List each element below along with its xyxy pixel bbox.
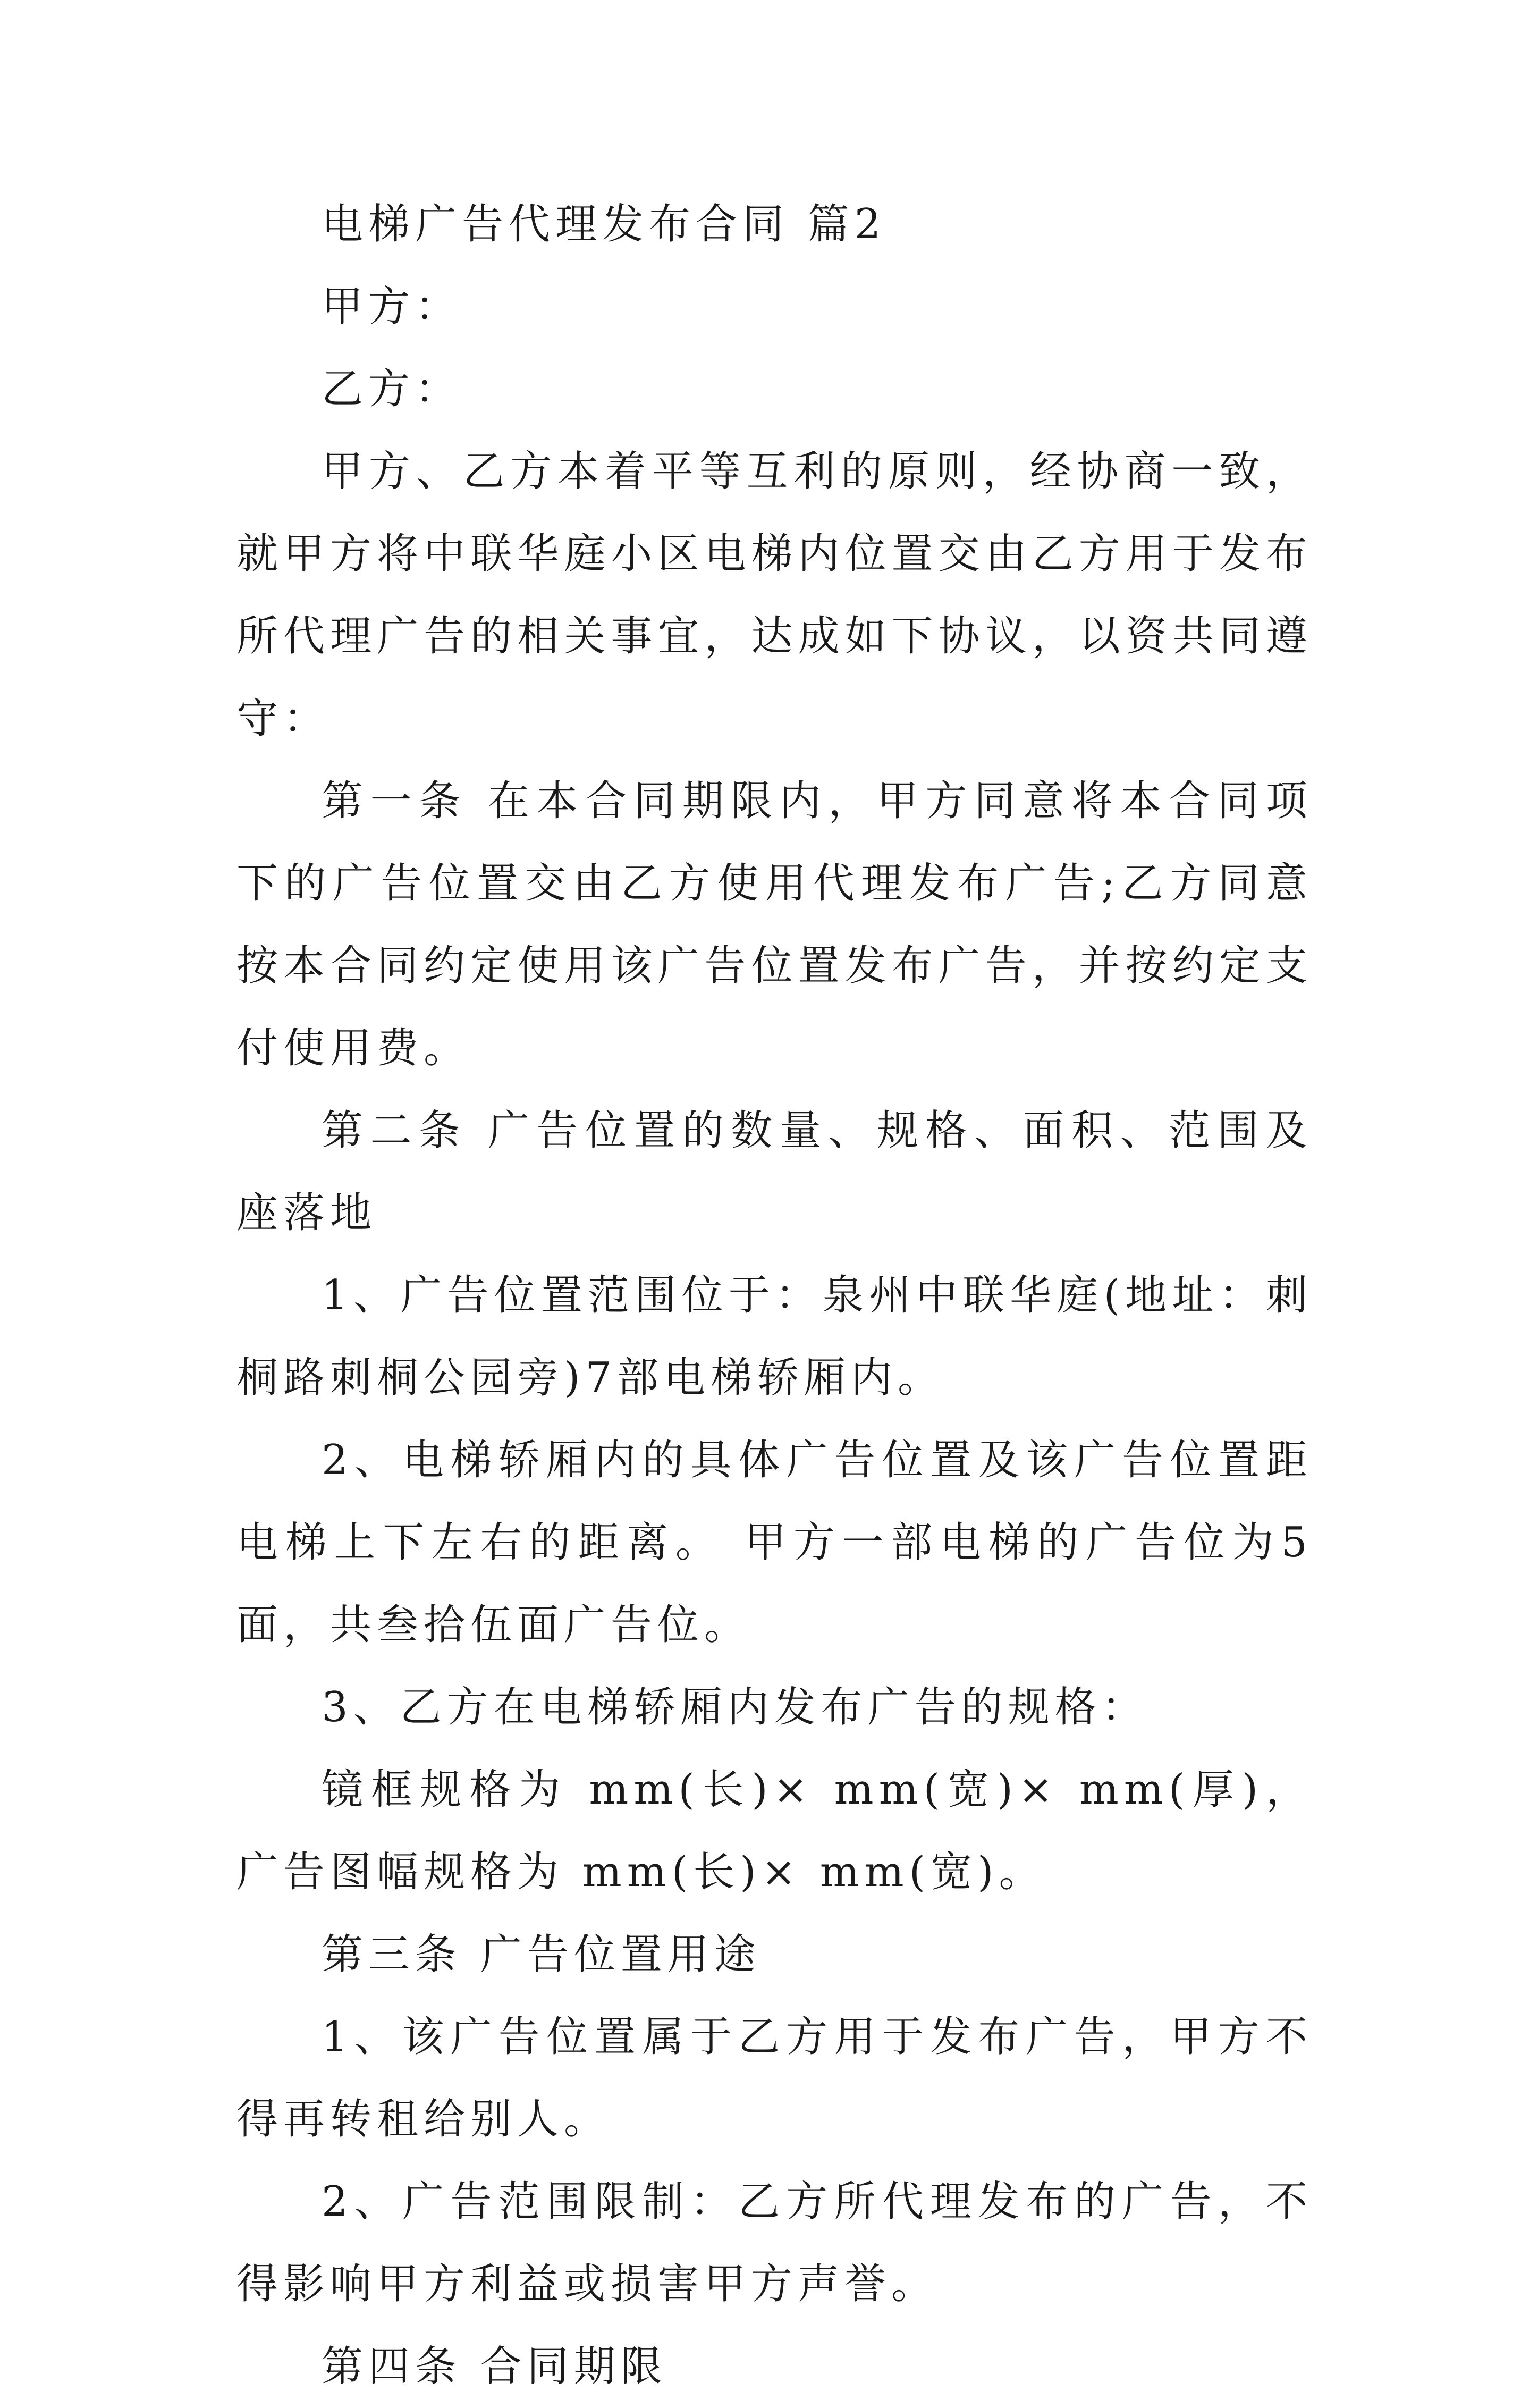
article-3-item-1: 1、该广告位置属于乙方用于发布广告，甲方不得再转租给别人。 (236, 2013, 1313, 2143)
article-2-item-3: 3、乙方在电梯轿厢内发布广告的规格： (322, 1683, 1148, 1731)
article-2-item-1: 1、广告位置范围位于：泉州中联华庭(地址：刺桐路刺桐公园旁)7部电梯轿厢内。 (236, 1272, 1313, 1402)
contract-title: 电梯广告代理发布合同 篇2 (322, 200, 886, 248)
party-a-line: 甲方： (322, 283, 462, 331)
article-3-heading: 第三条 广告位置用途 (322, 1931, 761, 1978)
frame-spec-paragraph: 镜框规格为 mm(长)× mm(宽)× mm(厚)， 广告图幅规格为 mm(长)× mm(宽)。 (236, 1766, 1313, 1896)
article-2-item-2: 2、电梯轿厢内的具体广告位置及该广告位置距电梯上下左右的距离。 甲方一部电梯的广告位为5面，共叁拾伍面广告位。 (236, 1436, 1313, 1649)
article-3-item-2: 2、广告范围限制：乙方所代理发布的广告，不得影响甲方利益或损害甲方声誉。 (236, 2178, 1313, 2308)
document-body (236, 183, 1313, 2408)
article-4-heading: 第四条 合同期限 (322, 2343, 667, 2390)
article-1-paragraph: 第一条 在本合同期限内，甲方同意将本合同项下的广告位置交由乙方使用代理发布广告;乙方同意按本合同约定使用该广告位置发布广告，并按约定支付使用费。 (236, 777, 1313, 1072)
preamble-paragraph: 甲方、乙方本着平等互利的原则，经协商一致，就甲方将中联华庭小区电梯内位置交由乙方用于发布所代理广告的相关事宜，达成如下协议，以资共同遵守： (236, 448, 1313, 743)
party-b-line: 乙方： (322, 365, 462, 413)
article-2-heading: 第二条 广告位置的数量、规格、面积、范围及座落地 (236, 1107, 1313, 1237)
